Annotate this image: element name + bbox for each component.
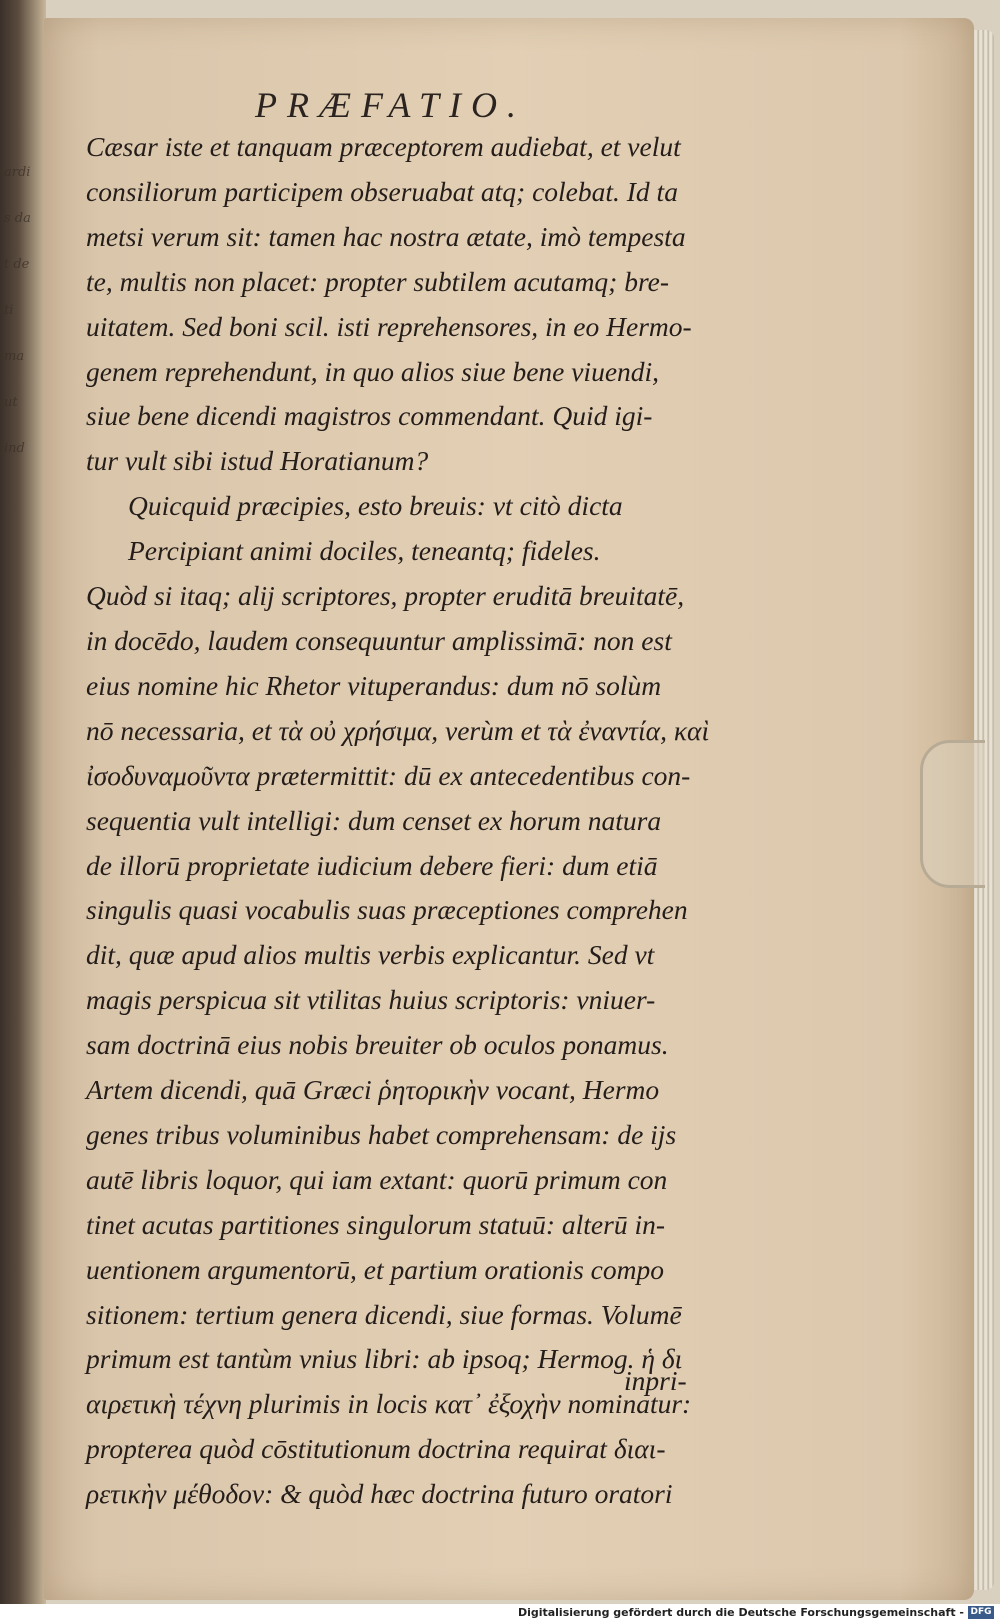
text-line: Artem dicendi, quā Græci ῥητορικὴν vocant, Hermo xyxy=(86,1074,660,1106)
text-line: singulis quasi vocabulis suas præceptiones comprehen xyxy=(86,894,688,926)
text-line: uentionem argumentorū, et partium orationis compo xyxy=(86,1253,664,1285)
text-line: αιρετικὴ τέχνη plurimis in locis κατ᾽ ἐξοχὴν nominatur: xyxy=(86,1388,692,1420)
text-line: consiliorum participem obseruabat atq; colebat. Id ta xyxy=(86,175,678,207)
text-line: ρετικὴν μέθοδον: & quòd hæc doctrina futuro oratori xyxy=(86,1478,673,1510)
page-clip xyxy=(920,740,985,888)
running-head: PRÆFATIO. xyxy=(255,85,527,125)
text-line: siue bene dicendi magistros commendant. Quid igi- xyxy=(86,400,653,432)
text-line: autē libris loquor, qui iam extant: quorū primum con xyxy=(86,1163,668,1195)
text-line: te, multis non placet: propter subtilem acutamq; bre- xyxy=(86,265,670,297)
catchword: inpri- xyxy=(624,1365,687,1396)
dfg-logo: DFG xyxy=(968,1606,994,1619)
text-line: de illorū proprietate iudicium debere fieri: dum etiā xyxy=(86,849,658,881)
text-line: genem reprehendunt, in quo alios siue bene viuendi, xyxy=(86,355,660,387)
text-line: Cæsar iste et tanquam præceptorem audiebat, et velut xyxy=(86,131,681,162)
margin-fragment: ti xyxy=(4,303,14,318)
text-line: propterea quòd cōstitutionum doctrina requirat διαι- xyxy=(86,1433,666,1465)
text-line: uitatem. Sed boni scil. isti reprehensores, in eo Hermo- xyxy=(86,310,692,342)
margin-fragment: ma xyxy=(4,349,25,364)
text-line: Quòd si itaq; alij scriptores, propter eruditā breuitatē, xyxy=(86,580,685,612)
verse-line: Quicquid præcipies, esto breuis: vt citò dicta xyxy=(128,490,623,522)
text-line: sitionem: tertium genera dicendi, siue formas. Volumē xyxy=(86,1298,682,1330)
text-line: eius nomine hic Rhetor vituperandus: dum nō solùm xyxy=(86,669,662,701)
left-page-margin-fragments xyxy=(4,150,34,1400)
margin-fragment: ut xyxy=(4,395,18,410)
margin-fragment: ind xyxy=(4,441,25,456)
margin-fragment: s da xyxy=(4,211,31,226)
text-line: tur vult sibi istud Horatianum? xyxy=(86,445,429,477)
text-line: nō necessaria, et τὰ οὐ χρήσιμα, verùm et τὰ ἐναντία, καὶ xyxy=(86,714,710,746)
text-line: magis perspicua sit vtilitas huius scriptoris: vniuer- xyxy=(86,984,656,1016)
margin-fragment: ardi xyxy=(4,165,31,180)
text-line: tinet acutas partitiones singulorum statuū: alterū in- xyxy=(86,1208,666,1240)
funding-credit: Digitalisierung gefördert durch die Deutsche Forschungsgemeinschaft - xyxy=(517,1606,964,1619)
body-text xyxy=(86,125,776,1517)
text-line: primum est tantùm vnius libri: ab ipsoq; Hermog. ἡ δι xyxy=(86,1343,683,1375)
margin-fragment: t de xyxy=(4,257,30,272)
text-line: in docēdo, laudem consequuntur amplissimā: non est xyxy=(86,624,672,656)
verse-line: Percipiant animi dociles, teneantq; fideles. xyxy=(128,535,601,567)
text-line: dit, quæ apud alios multis verbis explicantur. Sed vt xyxy=(86,939,655,971)
text-line: metsi verum sit: tamen hac nostra ætate, imò tempesta xyxy=(86,220,686,252)
text-line: sequentia vult intelligi: dum censet ex horum natura xyxy=(86,804,662,836)
text-line: ἰσοδυναμοῦντα prætermittit: dū ex antecedentibus con- xyxy=(86,759,691,791)
text-line: genes tribus voluminibus habet comprehensam: de ijs xyxy=(86,1118,677,1150)
text-line: sam doctrinā eius nobis breuiter ob oculos ponamus. xyxy=(86,1029,669,1061)
